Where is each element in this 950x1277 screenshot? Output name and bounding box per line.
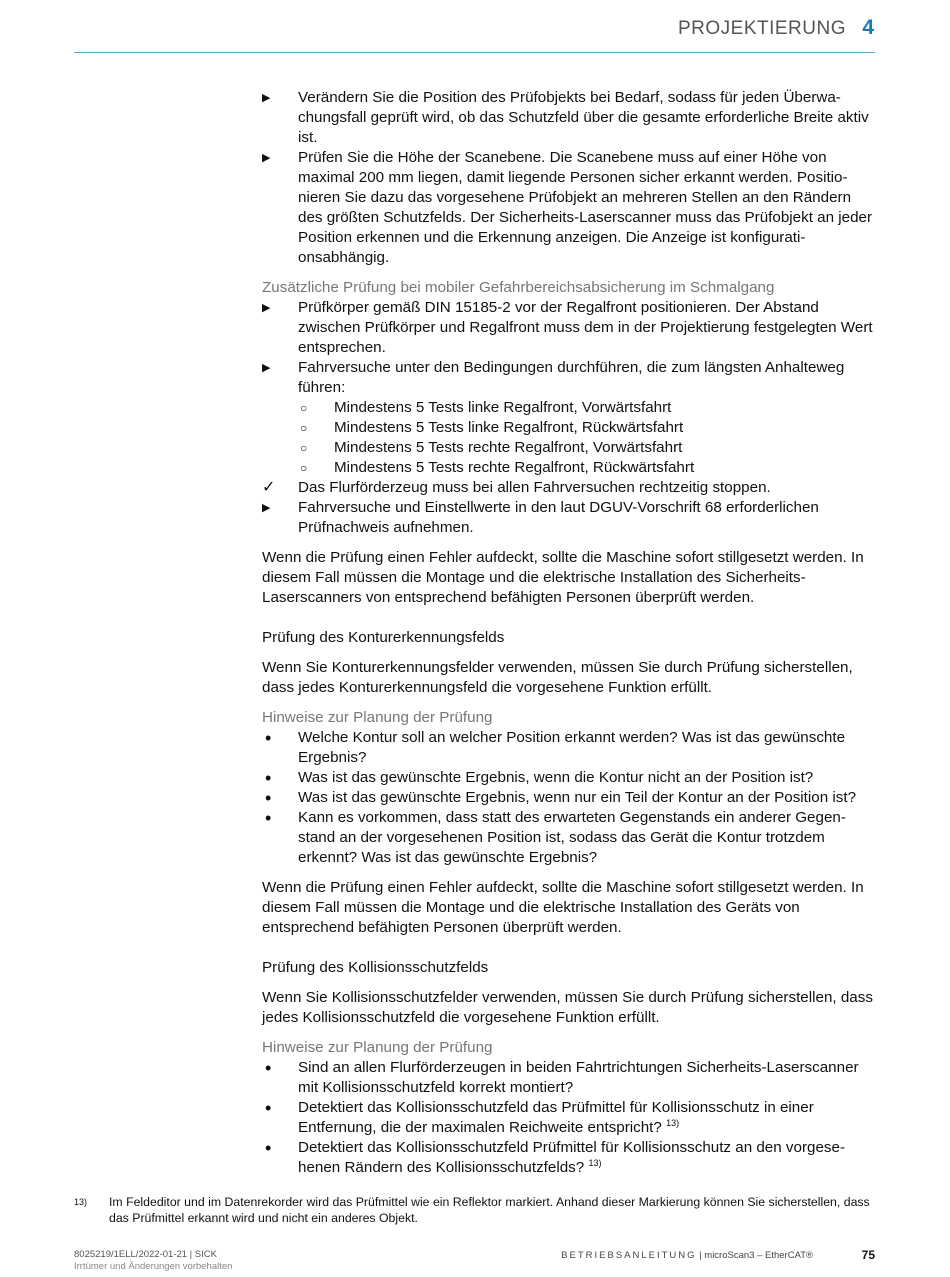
list-item: ▶ Prüfkörper gemäß DIN 15185-2 vor der Regalfront positionieren. Der Abstand zwischen Prüfkörper und Regalfront muss dem in der Projektierung festgelegten Wert entsprechen. [262,299,873,356]
footnote-reference[interactable]: 13) [666,1118,680,1128]
dot-bullet-icon: • [265,1058,272,1078]
sublist-item: ○ Mindestens 5 Tests rechte Regalfront, Vorwärtsfahrt [300,439,683,456]
header-divider [74,52,875,53]
narrow-aisle-results [262,478,876,538]
checkmark-icon: ✓ [262,479,276,496]
footnote-reference[interactable]: 13) [588,1158,602,1168]
collision-intro: Wenn Sie Kollisionsschutzfelder verwenden, müssen Sie durch Prüfung sicherstellen, dass jedes Kollisionsschutzfeld die vorgesehene Funktion erfüllt. [262,989,873,1026]
list-item: • Detektiert das Kollisionsschutzfeld Prüfmittel für Kollisionsschutz an den vorgesehenen Rändern des Kollisionsschutzfelds? $^{13)}$ [265,1138,846,1176]
list-item: • Detektiert das Kollisionsschutzfeld das Prüfmittel für Kollisionsschutz in einer Entfernung, die der maximalen Reichweite entspricht? $^{13)}$ [265,1098,814,1136]
dot-bullet-icon: • [265,808,272,828]
triangle-bullet-icon: ▶ [262,92,271,104]
list-item: ✓ Das Flurförderzeug muss bei allen Fahrversuchen rechtzeitig stoppen. [262,479,771,496]
dot-bullet-icon: • [265,1138,272,1158]
test-sublist [262,398,876,478]
dot-bullet-icon: • [265,788,272,808]
sublist-item: ○ Mindestens 5 Tests rechte Regalfront, Rückwärtsfahrt [300,459,695,476]
list-item: • Kann es vorkommen, dass statt des erwarteten Gegenstands ein anderer Gegenstand an der vorgesehenen Position ist, sodass das Gerät die Kontur trotzdem erkennt? Was ist das gewünschte Ergebnis? [265,808,846,866]
contour-intro: Wenn Sie Konturerkennungsfelder verwenden, müssen Sie durch Prüfung sicherstellen, dass jedes Konturerkennungsfeld die vorgesehene Funktion erfüllt. [262,659,853,696]
instruction-list [262,88,876,268]
section-heading-contour: Prüfung des Konturerkennungsfelds [262,629,505,646]
footnote-text: Im Feldeditor und im Datenrekorder wird das Prüfmittel wie ein Reflektor markiert. Anhand dieser Markierung können Sie sicherstellen, dass das Prüfmittel erkannt wird und nicht ein anderes Objekt. [109,1195,870,1225]
sublist-item: ○ Mindestens 5 Tests linke Regalfront, Rückwärtsfahrt [300,419,684,436]
chapter-number: 4 [862,16,874,39]
list-item: ▶ Fahrversuche und Einstellwerte in den laut DGUV-Vorschrift 68 erforderlichen Prüfnachweis aufnehmen. [262,499,819,536]
list-item: • Was ist das gewünschte Ergebnis, wenn nur ein Teil der Kontur an der Position ist? [265,788,857,808]
circle-bullet-icon: ○ [300,421,308,435]
circle-bullet-icon: ○ [300,401,308,415]
list-item: • Was ist das gewünschte Ergebnis, wenn die Kontur nicht an der Position ist? [265,768,814,788]
footer-doc-info [74,1249,232,1273]
triangle-bullet-icon: ▶ [262,502,271,514]
list-item: • Welche Kontur soll an welcher Position erkannt werden? Was ist das gewünschte Ergebnis? [265,728,846,766]
subheading-narrow-aisle: Zusätzliche Prüfung bei mobiler Gefahrbereichsabsicherung im Schmalgang [262,279,775,296]
collision-hints-heading: Hinweise zur Planung der Prüfung [262,1039,493,1056]
list-item: • Sind an allen Flurförderzeugen in beiden Fahrtrichtungen Sicherheits-Laserscanner mit Kollisionsschutzfeld korrekt montiert? [265,1058,859,1096]
triangle-bullet-icon: ▶ [262,302,271,314]
narrow-aisle-steps [262,298,876,398]
list-item: ▶ Verändern Sie die Position des Prüfobjekts bei Bedarf, sodass für jeden Überwachungsfall geprüft wird, ob das Schutzfeld über die gesamte erforderliche Breite aktiv ist. [262,89,869,146]
page-number: 75 [861,1248,875,1262]
section-heading-collision: Prüfung des Kollisionsschutzfelds [262,959,489,976]
contour-hints-heading: Hinweise zur Planung der Prüfung [262,709,493,726]
chapter-title: PROJEKTIERUNG [677,18,846,39]
document-id: 8025219/1ELL/2022-01-21 | SICK [74,1249,217,1260]
list-item: ▶ Fahrversuche unter den Bedingungen durchführen, die zum längsten Anhalteweg führen: [262,359,845,396]
dot-bullet-icon: • [265,1098,272,1118]
list-item: ▶ Prüfen Sie die Höhe der Scanebene. Die Scanebene muss auf einer Höhe von maximal 200 mm liegen, damit liegende Personen sicher erkannt werden. Positionieren Sie dazu das vorgesehene Prüfobjekt an mehreren Stellen an den Rändern des größten Schutzfelds. Der Sicherheits-Laserscanner muss das Prüfobjekt an jeder Position erkennen und die Erkennung anzeigen. Die Anzeige ist konfigurationsabhängig. [262,149,873,266]
dot-bullet-icon: • [265,728,272,748]
collision-hints-list [262,1058,876,1178]
product-name: | microScan3 – EtherCAT® [696,1250,813,1261]
triangle-bullet-icon: ▶ [262,362,271,374]
manual-label: BETRIEBSANLEITUNG [561,1250,697,1261]
contour-error-paragraph: Wenn die Prüfung einen Fehler aufdeckt, sollte die Maschine sofort stillgesetzt werden. In diesem Fall müssen die Montage und die elektrische Installation des Geräts von entsprechend befähigten Personen überprüft werden. [262,879,864,936]
page-body [262,88,876,1178]
footnote-mark: 13) [74,1197,88,1207]
disclaimer: Irrtümer und Änderungen vorbehalten [74,1261,233,1272]
contour-hints-list [262,728,876,868]
dot-bullet-icon: • [265,768,272,788]
triangle-bullet-icon: ▶ [262,152,271,164]
circle-bullet-icon: ○ [300,461,308,475]
footer-manual-info [561,1250,813,1261]
footnote [74,1194,874,1226]
circle-bullet-icon: ○ [300,441,308,455]
sublist-item: ○ Mindestens 5 Tests linke Regalfront, Vorwärtsfahrt [300,399,672,416]
error-paragraph: Wenn die Prüfung einen Fehler aufdeckt, sollte die Maschine sofort stillgesetzt werden. In diesem Fall müssen die Montage und die elektrische Installation des Sicherheits-Laserscanners von entsprechend befähigten Personen überprüft werden. [262,549,864,606]
